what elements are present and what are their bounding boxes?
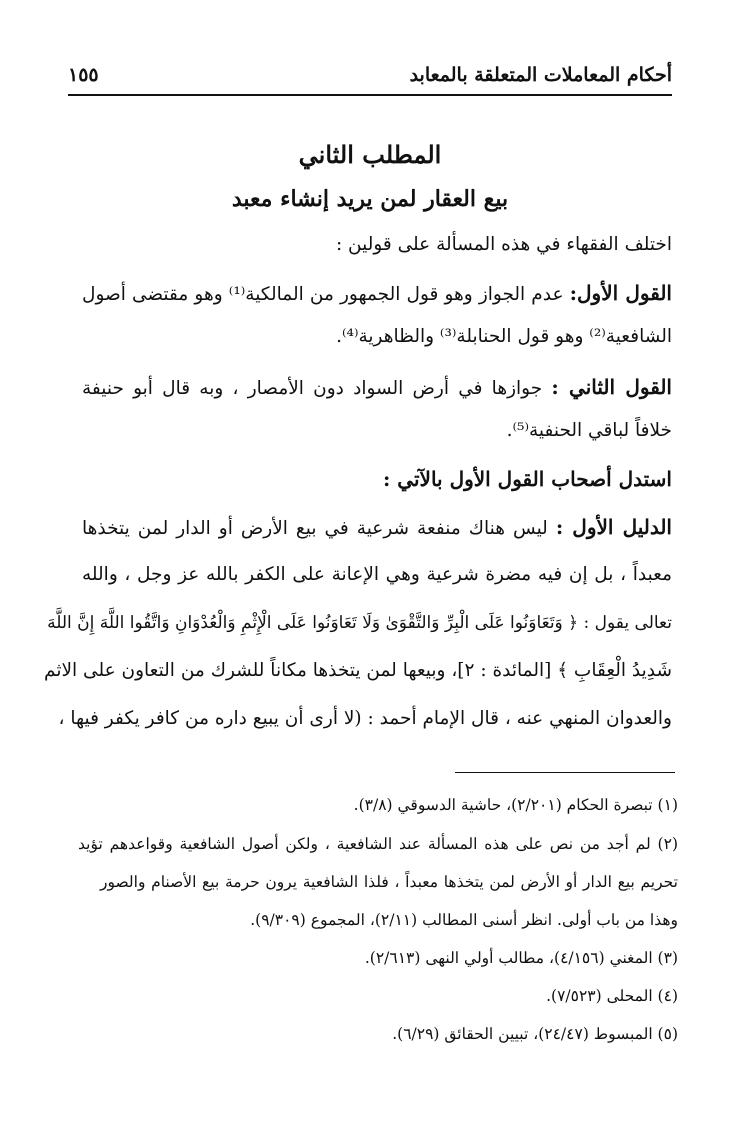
- footnote-4: (٤) المحلى (٧/٥٢٣).: [546, 987, 678, 1005]
- footnote-2-line-1: (٢) لم أجد من نص على هذه المسألة عند الشافعية ، ولكن أصول الشافعية وقواعدهم تؤيد: [78, 835, 678, 853]
- footnote-3: (٣) المغني (٤/١٥٦)، مطالب أولي النهى (٢/٦١٣).: [364, 949, 678, 967]
- opinion-2-text-1: جوازها في أرض السواد دون الأمصار ، وبه قال أبو حنيفة: [82, 378, 552, 399]
- evidence-1-line-2: معبداً ، بل إن فيه مضرة شرعية وهي الإعانة على الكفر بالله عز وجل ، والله: [82, 564, 672, 585]
- page-number: ١٥٥: [68, 64, 99, 86]
- opinion-2-line-2: خلافاً لباقي الحنفية⁽⁵⁾.: [506, 420, 672, 441]
- evidence-1-line-3: تعالى يقول : ﴿ وَتَعَاوَنُوا عَلَى الْبِرِّ وَالتَّقْوَىٰ وَلَا تَعَاوَنُوا عَلَى الْإِثْمِ وَالْعُدْوَانِ وَاتَّقُوا اللَّهَ إِنَّ اللَّهَ: [47, 613, 672, 633]
- evidence-1-line-4: شَدِيدُ الْعِقَابِ ﴾ [المائدة : ٢]، وبيعها لمن يتخذها مكاناً للشرك من التعاون على الاثم: [44, 660, 672, 681]
- intro-line: اختلف الفقهاء في هذه المسألة على قولين :: [335, 234, 672, 255]
- opinion-1-label: القول الأول:: [569, 281, 672, 305]
- section-title: المطلب الثاني: [298, 140, 442, 169]
- footnote-5: (٥) المبسوط (٢٤/٤٧)، تبيين الحقائق (٦/٢٩).: [392, 1025, 678, 1043]
- evidence-1-line-5: والعدوان المنهي عنه ، قال الإمام أحمد : (لا أرى أن يبيع داره من كافر يكفر فيها ،: [58, 708, 672, 729]
- footnote-1: (١) تبصرة الحكام (٢/٢٠١)، حاشية الدسوقي (٣/٨).: [353, 796, 678, 814]
- opinion-2-label: القول الثاني :: [551, 375, 672, 399]
- opinion-1-line-1: [82, 278, 672, 310]
- opinion-1-line-2: الشافعية⁽²⁾ وهو قول الحنابلة⁽³⁾ والظاهرية⁽⁴⁾.: [336, 326, 672, 347]
- evidence-1-line-1: [82, 512, 672, 544]
- opinion-2-line-1: [82, 372, 672, 404]
- footnote-2-line-2: تحريم بيع الدار أو الأرض لمن يتخذها معبداً ، فلذا الشافعية يرون حرمة بيع الأصنام والصور: [100, 873, 678, 891]
- footnote-2-line-3: وهذا من باب أولى. انظر أسنى المطالب (٢/١١)، المجموع (٩/٣٠٩).: [250, 911, 678, 929]
- footnote-separator: [455, 772, 675, 773]
- running-title: أحكام المعاملات المتعلقة بالمعابد: [409, 64, 672, 86]
- evidence-1-text-1: ليس هناك منفعة شرعية في بيع الأرض أو الدار لمن يتخذها: [82, 518, 556, 539]
- evidence-1-label: الدليل الأول :: [555, 515, 672, 539]
- opinion-1-text-1: عدم الجواز وهو قول الجمهور من المالكية⁽¹⁾ وهو مقتضى أصول: [82, 284, 570, 305]
- evidence-heading: استدل أصحاب القول الأول بالآتي :: [382, 467, 672, 491]
- section-subtitle: بيع العقار لمن يريد إنشاء معبد: [231, 186, 509, 212]
- running-header: [68, 58, 672, 96]
